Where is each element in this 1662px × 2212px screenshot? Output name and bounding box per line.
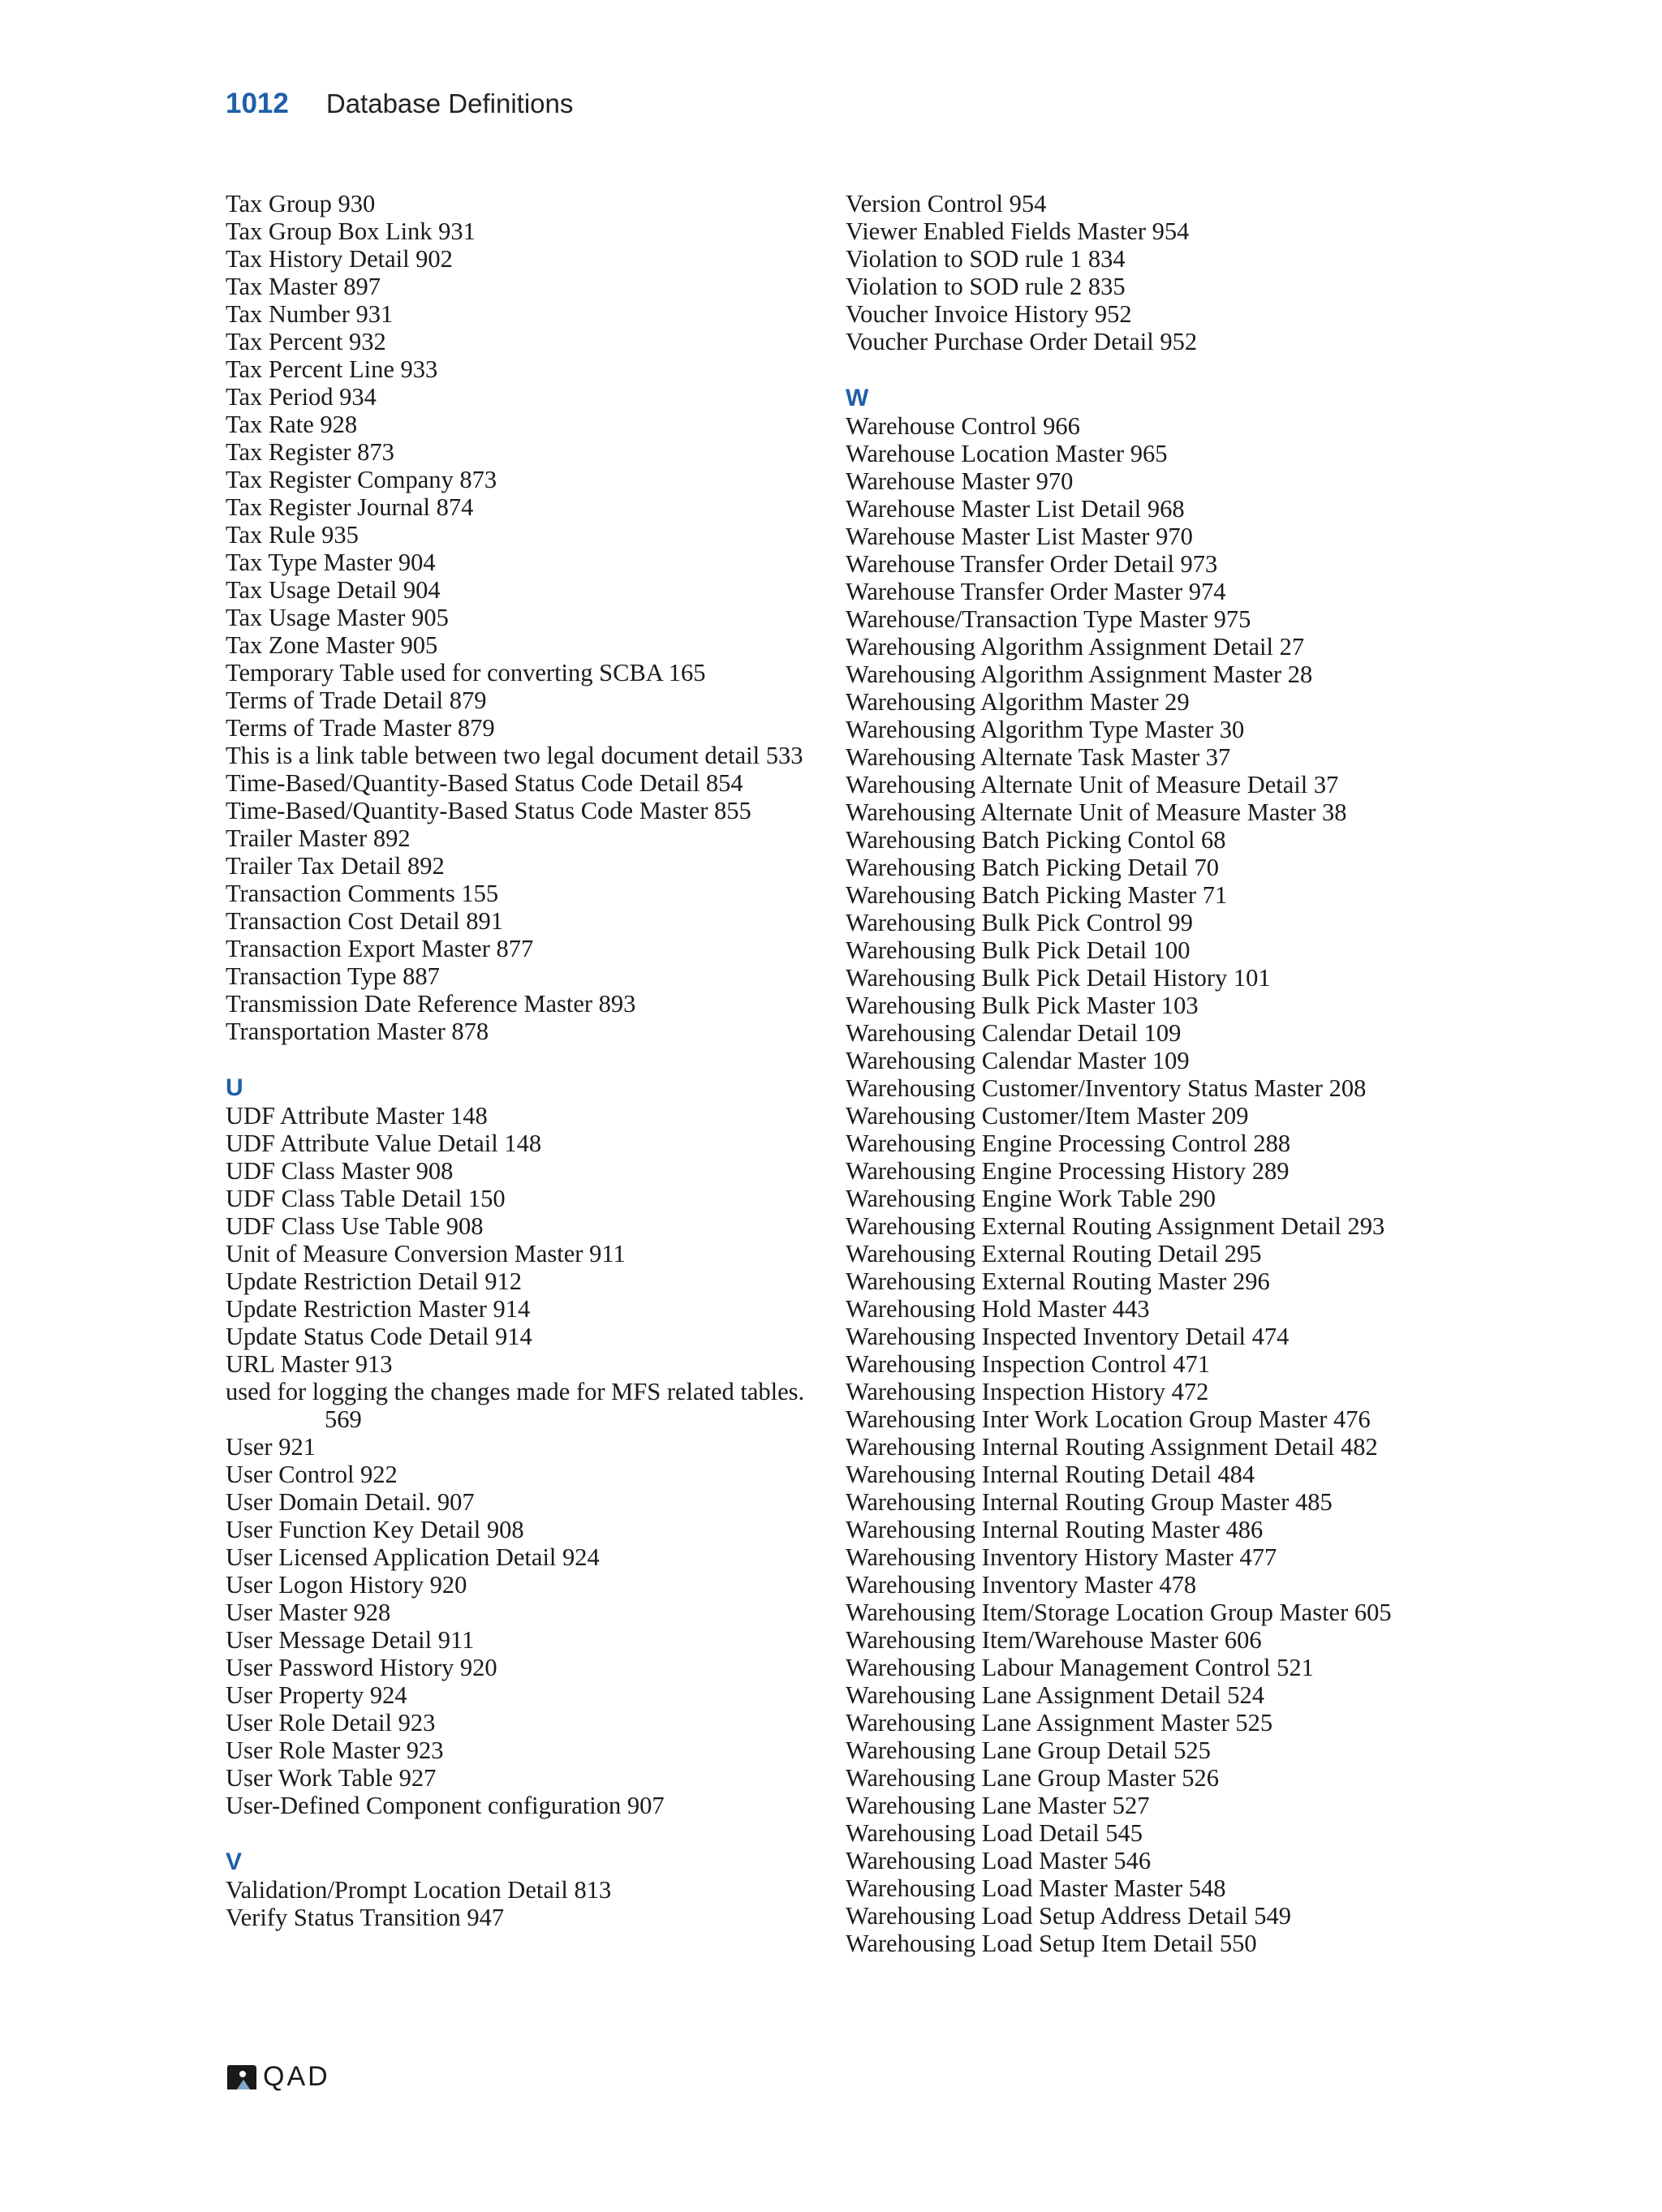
index-entry: Time-Based/Quantity-Based Status Code Master 855 [226, 797, 751, 824]
index-entry: Warehouse Control 966 [846, 412, 1080, 440]
section-letter-w: W [846, 385, 869, 411]
index-entry: Terms of Trade Master 879 [226, 714, 495, 742]
index-entry: Temporary Table used for converting SCBA 165 [226, 659, 706, 686]
index-entry: Warehousing Lane Assignment Master 525 [846, 1709, 1273, 1736]
index-entry: Unit of Measure Conversion Master 911 [226, 1240, 626, 1267]
index-entry: User Property 924 [226, 1681, 407, 1709]
index-entry: Warehousing Inspection History 472 [846, 1378, 1209, 1405]
index-entry: Warehouse Transfer Order Master 974 [846, 578, 1226, 605]
index-entry: Trailer Tax Detail 892 [226, 852, 445, 880]
index-entry: Warehousing Batch Picking Master 71 [846, 881, 1228, 909]
index-entry: Warehousing Inter Work Location Group Master 476 [846, 1405, 1371, 1433]
index-entry: Warehousing Customer/Inventory Status Master 208 [846, 1074, 1367, 1102]
index-entry: Warehousing Inventory History Master 477 [846, 1543, 1277, 1571]
index-entry: User Work Table 927 [226, 1764, 437, 1792]
index-entry: Warehousing Inspection Control 471 [846, 1350, 1211, 1378]
section-letter-u: U [226, 1074, 243, 1101]
index-entry: Warehousing Internal Routing Assignment Detail 482 [846, 1433, 1378, 1461]
index-entry: Warehousing Internal Routing Group Master 485 [846, 1488, 1333, 1516]
index-entry: Transaction Export Master 877 [226, 935, 534, 962]
index-entries-v-cont [846, 190, 1495, 355]
index-entry: User 921 [226, 1433, 316, 1461]
index-entry: Warehousing Algorithm Master 29 [846, 688, 1190, 716]
index-entry: Tax Group Box Link 931 [226, 217, 476, 245]
index-entry: Warehouse Transfer Order Detail 973 [846, 550, 1218, 578]
index-entries-u [226, 1102, 842, 1819]
index-entries-w [846, 412, 1495, 1957]
index-entry: Warehousing Algorithm Type Master 30 [846, 716, 1245, 743]
index-entry: Warehousing Bulk Pick Detail History 101 [846, 964, 1271, 992]
index-entry: Warehousing Lane Assignment Detail 524 [846, 1681, 1264, 1709]
index-entry: Warehousing Batch Picking Detail 70 [846, 854, 1220, 881]
qad-logo-text: QAD [263, 2061, 330, 2092]
index-entry: Warehousing Alternate Task Master 37 [846, 743, 1231, 771]
index-entry: User Control 922 [226, 1461, 398, 1488]
qad-logo [226, 2061, 330, 2093]
index-entry: Violation to SOD rule 1 834 [846, 245, 1126, 273]
index-entry: Update Status Code Detail 914 [226, 1323, 532, 1350]
index-entry: Warehousing Load Setup Item Detail 550 [846, 1930, 1257, 1957]
index-entry: Warehousing Engine Processing Control 288 [846, 1130, 1291, 1157]
index-entries-t [226, 190, 842, 1045]
index-entry: UDF Attribute Value Detail 148 [226, 1130, 542, 1157]
index-entry: Warehouse Location Master 965 [846, 440, 1168, 467]
index-entry: User Master 928 [226, 1599, 391, 1626]
index-entry: Warehousing Customer/Item Master 209 [846, 1102, 1249, 1130]
index-entry: Tax Number 931 [226, 300, 394, 328]
index-entry: Tax Usage Master 905 [226, 604, 449, 631]
running-title: Database Definitions [325, 88, 574, 118]
index-entry: Warehousing Engine Work Table 290 [846, 1185, 1216, 1212]
index-entry: Warehousing Calendar Detail 109 [846, 1019, 1182, 1047]
index-entry: Warehousing Bulk Pick Control 99 [846, 909, 1193, 936]
index-entry: Tax Type Master 904 [226, 549, 436, 576]
index-entry: Trailer Master 892 [226, 824, 411, 852]
index-entry: Warehousing Inspected Inventory Detail 474 [846, 1323, 1290, 1350]
index-entry: Tax Group 930 [226, 190, 376, 217]
index-entry: UDF Class Table Detail 150 [226, 1185, 506, 1212]
index-entry: Warehousing Algorithm Assignment Detail 27 [846, 633, 1305, 661]
index-entry: Warehousing Lane Group Detail 525 [846, 1736, 1211, 1764]
index-entry: User Function Key Detail 908 [226, 1516, 524, 1543]
index-entry: Warehousing Internal Routing Master 486 [846, 1516, 1264, 1543]
index-entry: Transaction Cost Detail 891 [226, 907, 503, 935]
index-entry: Violation to SOD rule 2 835 [846, 273, 1126, 300]
index-entry: Warehousing External Routing Assignment Detail 293 [846, 1212, 1385, 1240]
index-entry: UDF Class Use Table 908 [226, 1212, 484, 1240]
index-entry: Warehousing Item/Warehouse Master 606 [846, 1626, 1262, 1654]
index-entry: Transmission Date Reference Master 893 [226, 990, 636, 1018]
running-header [226, 88, 573, 128]
index-entry: Viewer Enabled Fields Master 954 [846, 217, 1190, 245]
index-entry: Terms of Trade Detail 879 [226, 686, 487, 714]
index-entry: Warehouse Master List Master 970 [846, 523, 1193, 550]
index-entry: Validation/Prompt Location Detail 813 [226, 1876, 612, 1904]
index-entry: Voucher Invoice History 952 [846, 300, 1132, 328]
index-entry: Warehousing Engine Processing History 289 [846, 1157, 1290, 1185]
index-entry: Time-Based/Quantity-Based Status Code Detail 854 [226, 769, 743, 797]
index-entry: Warehousing Load Master Master 548 [846, 1874, 1226, 1902]
page-number: 1012 [226, 88, 289, 119]
index-entry: Voucher Purchase Order Detail 952 [846, 328, 1198, 355]
index-entry: Update Restriction Detail 912 [226, 1267, 523, 1295]
index-entry: Warehouse Master 970 [846, 467, 1074, 495]
index-entry: User Role Detail 923 [226, 1709, 436, 1736]
index-entry: User Logon History 920 [226, 1571, 467, 1599]
index-entry: Warehousing Load Detail 545 [846, 1819, 1143, 1847]
index-entry: Tax History Detail 902 [226, 245, 453, 273]
index-entry: Warehouse Master List Detail 968 [846, 495, 1185, 523]
index-entry: Verify Status Transition 947 [226, 1904, 505, 1931]
index-column-left [226, 190, 842, 1931]
index-entry: used for logging the changes made for MFS related tables. 569 [226, 1378, 805, 1433]
index-entry: Warehousing Bulk Pick Detail 100 [846, 936, 1191, 964]
index-entry: Transportation Master 878 [226, 1018, 489, 1045]
index-entry: Tax Register 873 [226, 438, 394, 466]
index-entry: Update Restriction Master 914 [226, 1295, 531, 1323]
index-entry: Warehousing Algorithm Assignment Master 28 [846, 661, 1313, 688]
index-entry: User Licensed Application Detail 924 [226, 1543, 600, 1571]
index-entry: Tax Rule 935 [226, 521, 359, 549]
index-entry: Tax Percent Line 933 [226, 355, 438, 383]
index-column-right [846, 190, 1495, 1957]
index-entry: User Password History 920 [226, 1654, 497, 1681]
index-entry: Warehousing Batch Picking Contol 68 [846, 826, 1226, 854]
index-entry: Warehousing Bulk Pick Master 103 [846, 992, 1199, 1019]
index-entry: Warehousing External Routing Detail 295 [846, 1240, 1262, 1267]
index-entry: Warehousing Inventory Master 478 [846, 1571, 1197, 1599]
index-entry: Tax Register Company 873 [226, 466, 497, 493]
index-entry: Warehousing Calendar Master 109 [846, 1047, 1190, 1074]
index-entry: Warehousing Item/Storage Location Group Master 605 [846, 1599, 1392, 1626]
index-entry: URL Master 913 [226, 1350, 393, 1378]
index-entry: UDF Attribute Master 148 [226, 1102, 488, 1130]
index-entry: Warehouse/Transaction Type Master 975 [846, 605, 1251, 633]
index-entry: User Message Detail 911 [226, 1626, 475, 1654]
index-entries-v [226, 1876, 842, 1931]
index-entry: Warehousing Load Setup Address Detail 549 [846, 1902, 1291, 1930]
index-entry: Warehousing Hold Master 443 [846, 1295, 1150, 1323]
index-entry: User Role Master 923 [226, 1736, 444, 1764]
index-entry: Tax Register Journal 874 [226, 493, 474, 521]
qad-logo-mark-icon [226, 2064, 258, 2091]
index-entry: Warehousing Internal Routing Detail 484 [846, 1461, 1255, 1488]
index-entry: Version Control 954 [846, 190, 1047, 217]
index-entry: Warehousing External Routing Master 296 [846, 1267, 1270, 1295]
index-entry: Warehousing Lane Master 527 [846, 1792, 1150, 1819]
index-entry: Warehousing Load Master 546 [846, 1847, 1152, 1874]
index-entry: Tax Percent 932 [226, 328, 386, 355]
index-entry: Tax Usage Detail 904 [226, 576, 441, 604]
index-entry: Tax Period 934 [226, 383, 377, 411]
index-entry: Warehousing Alternate Unit of Measure Master 38 [846, 798, 1347, 826]
index-entry: Warehousing Labour Management Control 521 [846, 1654, 1314, 1681]
index-entry: Tax Rate 928 [226, 411, 358, 438]
index-entry: User Domain Detail. 907 [226, 1488, 475, 1516]
index-entry: Tax Master 897 [226, 273, 381, 300]
index-entry: Transaction Type 887 [226, 962, 440, 990]
index-entry: User-Defined Component configuration 907 [226, 1792, 665, 1819]
section-letter-v: V [226, 1848, 243, 1875]
index-entry: Warehousing Alternate Unit of Measure Detail 37 [846, 771, 1339, 798]
index-entry: UDF Class Master 908 [226, 1157, 454, 1185]
index-entry: This is a link table between two legal document detail 533 [226, 742, 803, 769]
index-entry: Transaction Comments 155 [226, 880, 499, 907]
index-entry: Tax Zone Master 905 [226, 631, 438, 659]
index-entry: Warehousing Lane Group Master 526 [846, 1764, 1220, 1792]
